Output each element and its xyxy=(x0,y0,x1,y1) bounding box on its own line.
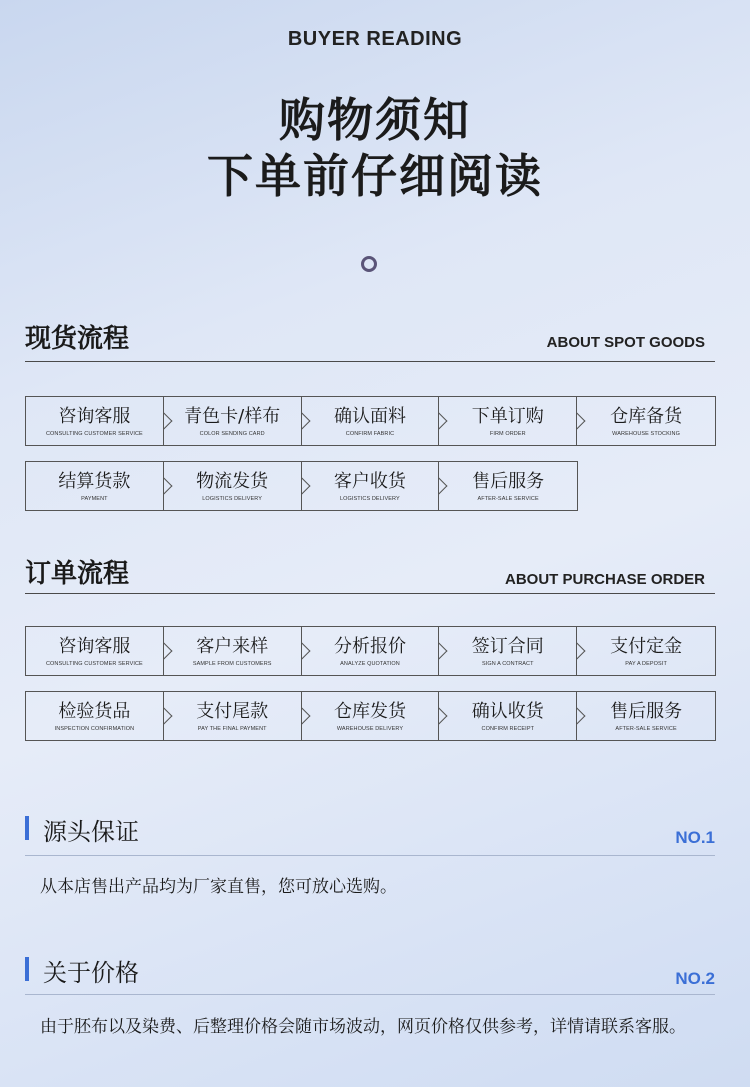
step-sublabel: INSPECTION CONFIRMATION xyxy=(54,725,135,732)
flow-step xyxy=(439,397,577,445)
accent-bar xyxy=(25,816,29,840)
flow-step xyxy=(26,397,164,445)
notice-1-body: 从本店售出产品均为厂家直售，您可放心选购。 xyxy=(40,877,397,897)
flow-step xyxy=(577,627,715,675)
step-sublabel: ANALYZE QUOTATION xyxy=(340,660,400,667)
spot-goods-flow-row-2 xyxy=(25,461,578,511)
step-label: 客户来样 xyxy=(196,635,269,657)
flow-step xyxy=(164,627,302,675)
step-sublabel: WAREHOUSE DELIVERY xyxy=(336,725,404,732)
spot-goods-title: 现货流程 xyxy=(25,324,130,354)
step-label: 青色卡/样布 xyxy=(184,405,281,427)
page-title-line1: 购物须知 xyxy=(279,93,471,147)
header-eyebrow: BUYER READING xyxy=(287,28,463,50)
step-label: 确认面料 xyxy=(333,405,406,427)
flow-step xyxy=(26,627,164,675)
notice-2-body: 由于胚布以及染费、后整理价格会随市场波动，网页价格仅供参考，详情请联系客服。 xyxy=(40,1017,686,1037)
step-sublabel: PAY THE FINAL PAYMENT xyxy=(197,725,267,732)
step-sublabel: WAREHOUSE STOCKING xyxy=(612,430,680,437)
purchase-order-subtitle: ABOUT PURCHASE ORDER xyxy=(504,571,705,588)
step-sublabel: PAY A DEPOSIT xyxy=(625,660,667,667)
flow-step xyxy=(26,692,164,740)
spot-goods-flow-row-1 xyxy=(25,396,716,446)
notice-2-number: NO.2 xyxy=(675,969,715,988)
step-label: 仓库发货 xyxy=(333,700,406,722)
step-sublabel: PAYMENT xyxy=(81,495,108,502)
step-label: 客户收货 xyxy=(333,470,406,492)
purchase-order-title: 订单流程 xyxy=(25,559,130,589)
flow-step xyxy=(26,462,164,510)
step-label: 签订合同 xyxy=(471,635,544,657)
step-label: 检验货品 xyxy=(58,700,131,722)
step-sublabel: LOGISTICS DELIVERY xyxy=(202,495,263,502)
spot-goods-subtitle: ABOUT SPOT GOODS xyxy=(546,334,705,351)
flow-step xyxy=(577,397,715,445)
notice-divider xyxy=(25,994,715,995)
flow-step xyxy=(302,397,440,445)
step-sublabel: CONSULTING CUSTOMER SERVICE xyxy=(45,660,143,667)
purchase-order-flow-row-1 xyxy=(25,626,716,676)
step-label: 下单订购 xyxy=(471,405,544,427)
flow-step xyxy=(302,692,440,740)
step-label: 支付尾款 xyxy=(196,700,269,722)
step-label: 仓库备货 xyxy=(610,405,683,427)
step-sublabel: COLOR SENDING CARD xyxy=(199,430,265,437)
step-sublabel: CONSULTING CUSTOMER SERVICE xyxy=(45,430,143,437)
flow-step xyxy=(302,627,440,675)
accent-bar xyxy=(25,957,29,981)
step-label: 确认收货 xyxy=(471,700,544,722)
step-label: 售后服务 xyxy=(610,700,683,722)
flow-step xyxy=(164,692,302,740)
flow-step xyxy=(439,462,577,510)
page-title-line2: 下单前仔细阅读 xyxy=(207,149,543,203)
step-sublabel: AFTER-SALE SERVICE xyxy=(615,725,677,732)
step-label: 售后服务 xyxy=(472,470,545,492)
flow-step xyxy=(439,627,577,675)
section-divider xyxy=(25,361,715,362)
step-sublabel: SIGN A CONTRACT xyxy=(481,660,534,667)
notice-divider xyxy=(25,855,715,856)
flow-step xyxy=(302,462,440,510)
step-label: 物流发货 xyxy=(196,470,269,492)
flow-step xyxy=(439,692,577,740)
section-divider xyxy=(25,593,715,594)
step-sublabel: CONFIRM RECEIPT xyxy=(481,725,535,732)
step-label: 咨询客服 xyxy=(58,405,131,427)
step-sublabel: FIRM ORDER xyxy=(489,430,526,437)
step-label: 分析报价 xyxy=(333,635,406,657)
step-sublabel: LOGISTICS DELIVERY xyxy=(339,495,400,502)
notice-1-number: NO.1 xyxy=(675,828,715,847)
flow-step xyxy=(577,692,715,740)
ring-decoration-icon xyxy=(361,256,377,272)
step-label: 结算货款 xyxy=(58,470,131,492)
step-sublabel: CONFIRM FABRIC xyxy=(345,430,395,437)
flow-step xyxy=(164,462,302,510)
step-label: 咨询客服 xyxy=(58,635,131,657)
step-label: 支付定金 xyxy=(610,635,683,657)
step-sublabel: AFTER-SALE SERVICE xyxy=(477,495,539,502)
notice-2-title: 关于价格 xyxy=(43,959,139,987)
notice-1-title: 源头保证 xyxy=(43,818,139,846)
purchase-order-flow-row-2 xyxy=(25,691,716,741)
flow-step xyxy=(164,397,302,445)
step-sublabel: SAMPLE FROM CUSTOMERS xyxy=(192,660,272,667)
